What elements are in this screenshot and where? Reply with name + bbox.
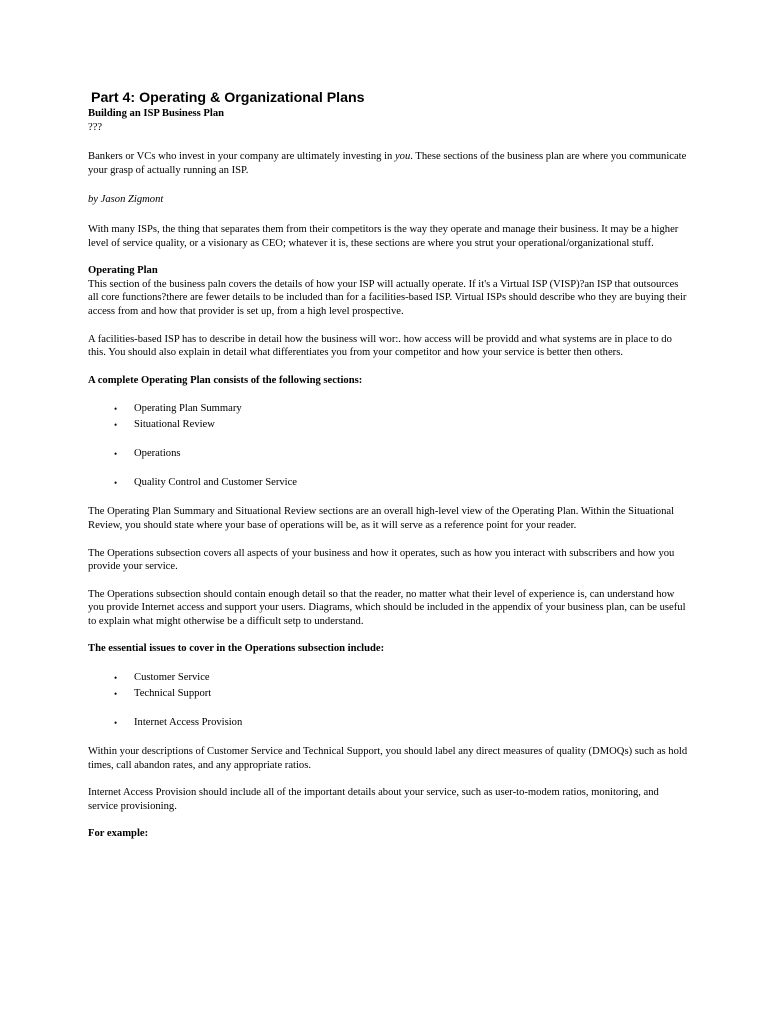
byline: by Jason Zigmont <box>88 194 164 206</box>
operations-paragraph-2: The Operations subsection should contain enough detail so that the reader, no matter what their level of experience is, can understand how you provide Internet access and support your users. Diagrams, which should be included in the appendix of your business plan, can be useful to explain what might otherwise be a difficult setp to understand. <box>88 588 686 627</box>
bullet-icon: • <box>114 718 118 729</box>
document-body <box>88 90 688 841</box>
intro-emphasis: you <box>394 151 411 163</box>
bullet-icon: • <box>114 689 118 700</box>
summary-paragraph: The Operating Plan Summary and Situational Review sections are an overall high-level view of the Operating Plan. Within the Situational Review, you should state where your base of operations will be, as it will serve as a reference point for your reader. <box>88 506 675 531</box>
bullet-icon: • <box>114 478 118 489</box>
operating-plan-paragraph-2: A facilities-based ISP has to describe in detail how the business will wor:. how access will be providd and what systems are in place to do this. You should also explain in detail what differentiates you from your competitor and how your service is better then others. <box>88 333 672 359</box>
complete-plan-heading: A complete Operating Plan consists of the following sections: <box>88 374 363 386</box>
placeholder-marker: ??? <box>88 121 103 133</box>
bullet-icon: • <box>114 673 118 684</box>
issues-heading: The essential issues to cover in the Operations subsection include: <box>88 643 385 655</box>
list-item-label: Technical Support <box>134 688 212 700</box>
bullet-icon: • <box>114 449 118 460</box>
list-item <box>88 446 688 462</box>
list-item-label: Internet Access Provision <box>134 717 243 729</box>
issues-list <box>88 670 688 731</box>
list-item <box>88 475 688 491</box>
list-item-label: Customer Service <box>134 672 210 684</box>
bullet-icon: • <box>114 420 118 431</box>
intro-paragraph <box>88 150 688 177</box>
isps-paragraph: With many ISPs, the thing that separates them from their competitors is the way they operate and manage their business. It may be a higher level of service quality, or a visionary as CEO; whatever it is, these sections are where you strut your operational/organizational stuff. <box>88 223 679 249</box>
list-item <box>88 401 688 417</box>
document-title: Part 4: Operating & Organizational Plans <box>91 90 365 106</box>
list-item <box>88 686 688 702</box>
list-item <box>88 715 688 731</box>
bullet-icon: • <box>114 404 118 415</box>
document-subtitle: Building an ISP Business Plan <box>88 108 225 119</box>
plan-sections-list <box>88 401 688 491</box>
list-item-label: Situational Review <box>134 419 215 431</box>
operating-plan-paragraph-1: This section of the business paln covers the details of how your ISP will actually operate. If it's a Virtual ISP (VISP)?an ISP that outsources all core functions?there are fewer details to be included than for a facilities-based ISP. Virtual ISPs should describe who they are buying their access from and how that provider is set up, from a high level prospective. <box>88 278 687 317</box>
list-item <box>88 670 688 686</box>
list-item-label: Operating Plan Summary <box>134 403 242 415</box>
list-item <box>88 417 688 433</box>
intro-text-post: . These sections of the business plan are where you communicate your grasp of actually running an ISP. <box>88 151 687 176</box>
operating-plan-heading: Operating Plan <box>88 265 158 277</box>
access-paragraph: Internet Access Provision should include all of the important details about your service, such as user-to-modem ratios, monitoring, and service provisioning. <box>88 787 659 812</box>
list-item-label: Quality Control and Customer Service <box>134 477 297 489</box>
operations-paragraph-1: The Operations subsection covers all aspects of your business and how it operates, such as how you interact with subscribers and how you provide your service. <box>88 547 675 573</box>
list-item-label: Operations <box>134 448 181 460</box>
quality-paragraph: Within your descriptions of Customer Service and Technical Support, you should label any direct measures of quality (DMOQs) such as hold times, call abandon rates, and any appropriate ratios. <box>88 746 688 771</box>
example-heading: For example: <box>88 828 149 840</box>
intro-text-pre: Bankers or VCs who invest in your company are ultimately investing in <box>88 151 395 163</box>
